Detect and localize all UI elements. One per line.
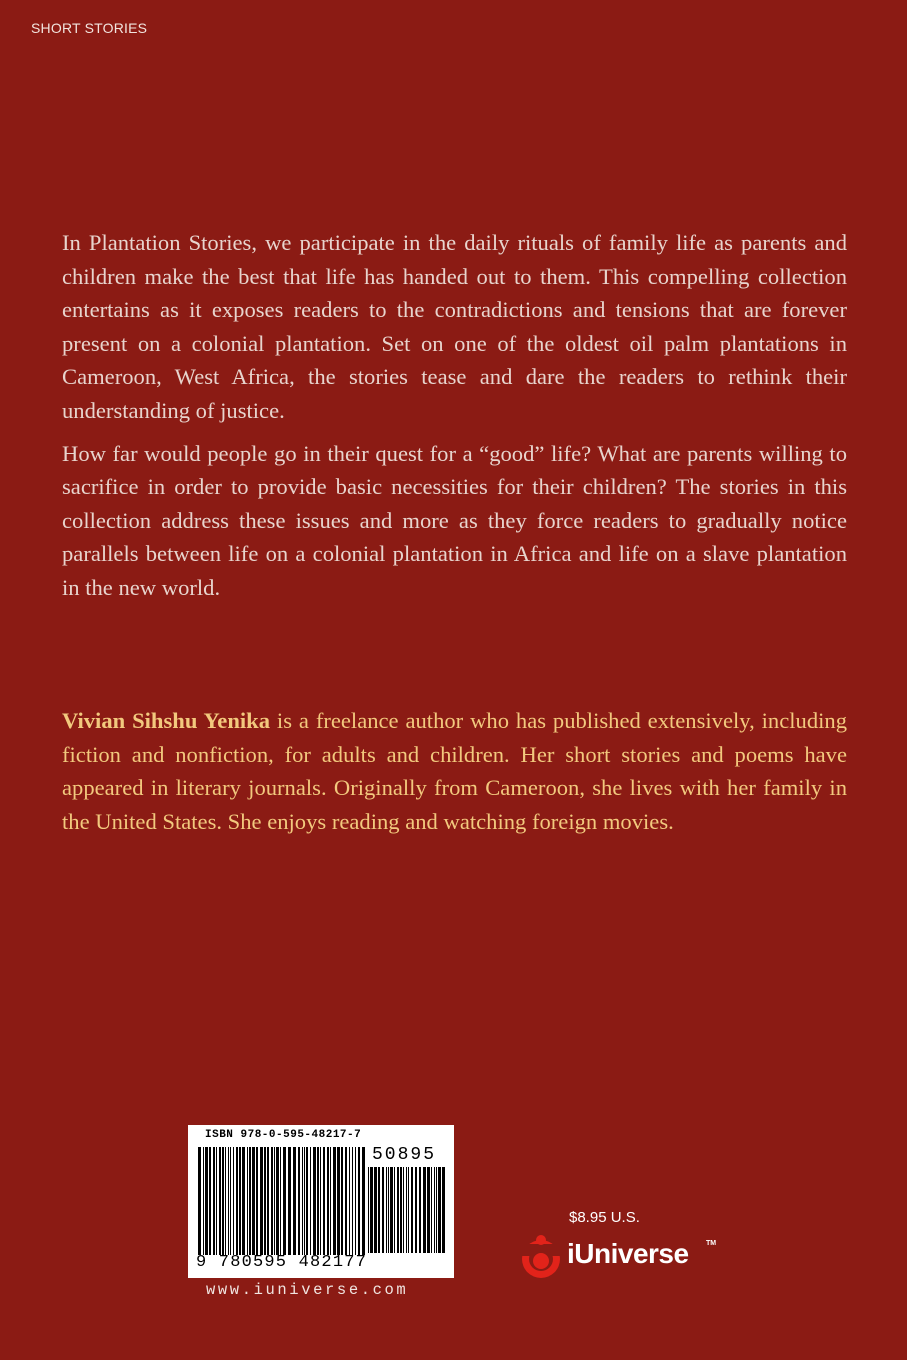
isbn-digits: 9 780595 482177	[196, 1253, 368, 1272]
barcode-price-code: 50895	[372, 1145, 437, 1165]
publisher-logo	[520, 1232, 730, 1280]
category-label: SHORT STORIES	[31, 20, 148, 36]
isbn-label: ISBN 978-0-595-48217-7	[205, 1129, 362, 1141]
description-paragraph: How far would people go in their quest for a “good” life? What are parents willing to sacrifice in order to provide basic necessities for their children? The stories in this collection address these issues and more as they force readers to gradually notice parallels between life on a colonial plantation in Africa and life on a slave plantation in the new world.	[62, 440, 847, 600]
trademark-symbol: TM	[706, 1240, 717, 1247]
author-bio-paragraph	[62, 704, 847, 838]
price: $8.95 U.S.	[569, 1209, 640, 1226]
author-bio	[62, 704, 847, 838]
iuniverse-logo-icon	[520, 1232, 562, 1280]
publisher-name: iUniverse	[567, 1238, 689, 1269]
barcode-addon-bars-icon	[368, 1167, 446, 1253]
author-bio-text: is a freelance author who has published extensively, including fiction and nonfiction, for adults and children. Her short stories and poems have appeared in literary journals. Originally from Cameroon, she lives with her family in the United States. She enjoys reading and watching foreign movies.	[62, 708, 847, 834]
description-paragraph: In Plantation Stories, we participate in the daily rituals of family life as parents and children make the best that life has handed out to them. This compelling collection entertains as it exposes readers to the contradictions and tensions that are forever present on a colonial plantation. Set on one of the oldest oil palm plantations in Cameroon, West Africa, the stories tease and dare the readers to rethink their understanding of justice.	[62, 230, 847, 423]
book-description	[62, 226, 847, 614]
isbn-barcode	[188, 1125, 454, 1278]
author-name: Vivian Sihshu Yenika	[62, 708, 271, 733]
publisher-website: www.iuniverse.com	[206, 1281, 409, 1299]
barcode-bars-icon	[198, 1147, 368, 1255]
